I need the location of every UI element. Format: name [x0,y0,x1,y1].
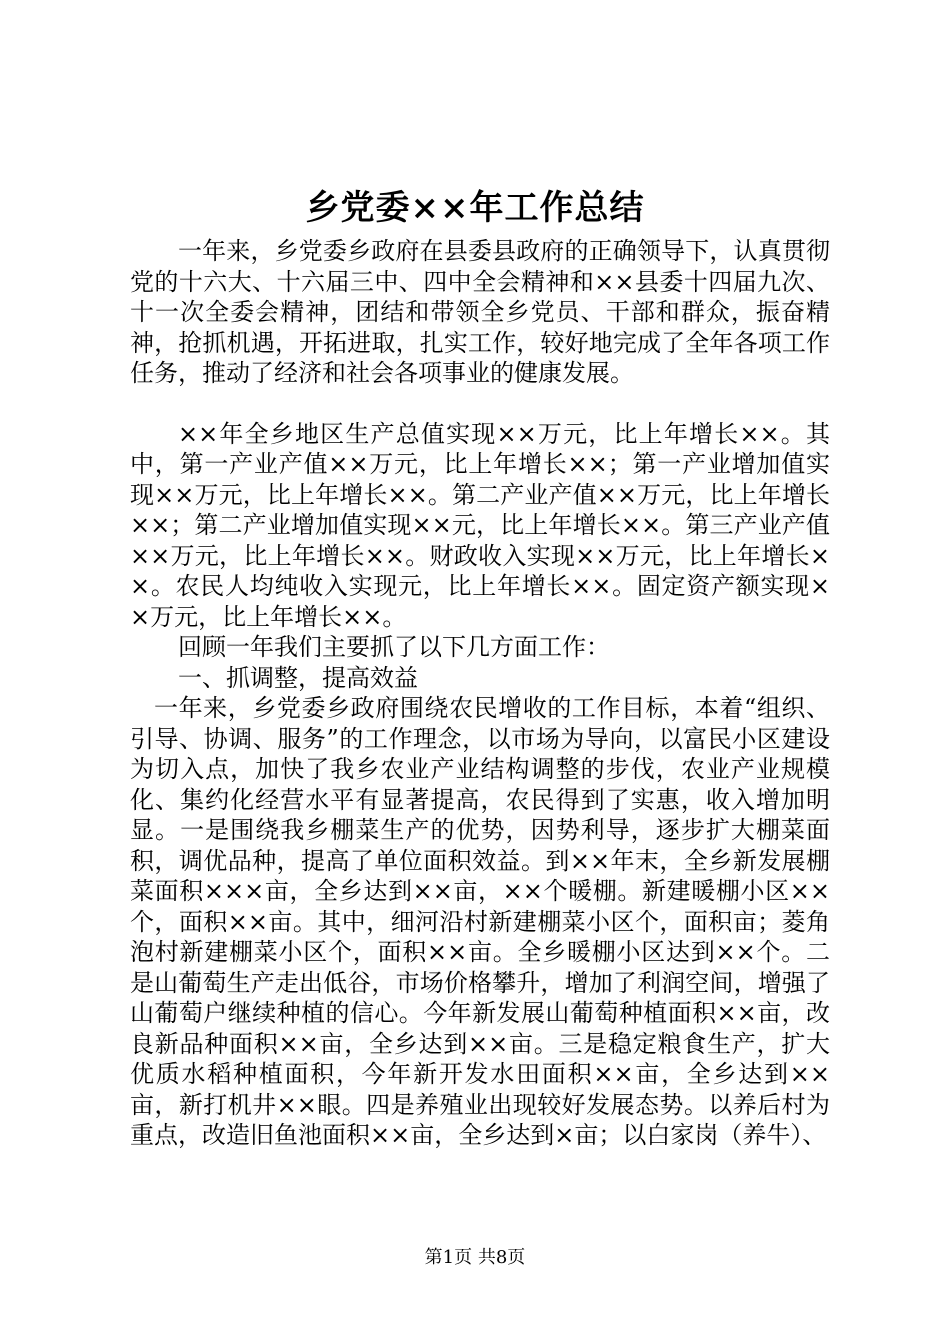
paragraph-intro: 一年来，乡党委乡政府在县委县政府的正确领导下，认真贯彻党的十六大、十六届三中、四中全会精神和××县委十四届九次、十一次全委会精神，团结和带领全乡党员、干部和群众，振奋精神，抢抓机遇，开拓进取，扎实工作，较好地完成了全年各项工作任务，推动了经济和社会各项事业的健康发展。 [130,237,830,387]
paragraph-adjustment: 一年来，乡党委乡政府围绕农民增收的工作目标，本着“组织、引导、协调、服务”的工作理念，以市场为导向，以富民小区建设为切入点，加快了我乡农业产业结构调整的步伐，农业产业规模化、集约化经营水平有显著提高，农民得到了实惠，收入增加明显。一是围绕我乡棚菜生产的优势，因势利导，逐步扩大棚菜面积，调优品种，提高了单位面积效益。到××年末，全乡新发展棚菜面积×××亩，全乡达到××亩，××个暖棚。新建暖棚小区××个，面积××亩。其中，细河沿村新建棚菜小区个，面积亩；菱角泡村新建棚菜小区个，面积××亩。全乡暖棚小区达到××个。二是山葡萄生产走出低谷，市场价格攀升，增加了利润空间，增强了山葡萄户继续种植的信心。今年新发展山葡萄种植面积××亩，改良新品种面积××亩，全乡达到××亩。三是稳定粮食生产，扩大优质水稻种植面积，今年新开发水田面积××亩，全乡达到××亩，新打机井××眼。四是养殖业出现较好发展态势。以养后村为重点，改造旧鱼池面积××亩，全乡达到×亩；以白家岗（养牛）、 [130,694,830,1149]
document-body [130,236,830,1151]
section-heading: 一、抓调整，提高效益 [178,663,418,692]
page-number-footer: 第1页 共8页 [424,1247,526,1268]
paragraph-statistics: ××年全乡地区生产总值实现××万元，比上年增长××。其中，第一产业产值××万元，比上年增长××；第一产业增加值实现××万元，比上年增长××。第二产业产值××万元，比上年增长××；第二产业增加值实现××元，比上年增长××。第三产业产值××万元，比上年增长××。财政收入实现××万元，比上年增长××。农民人均纯收入实现元，比上年增长××。固定资产额实现××万元，比上年增长××。 [130,419,830,631]
paragraph-review: 回顾一年我们主要抓了以下几方面工作： [178,633,610,661]
document-title: 乡党委××年工作总结 [305,188,645,228]
